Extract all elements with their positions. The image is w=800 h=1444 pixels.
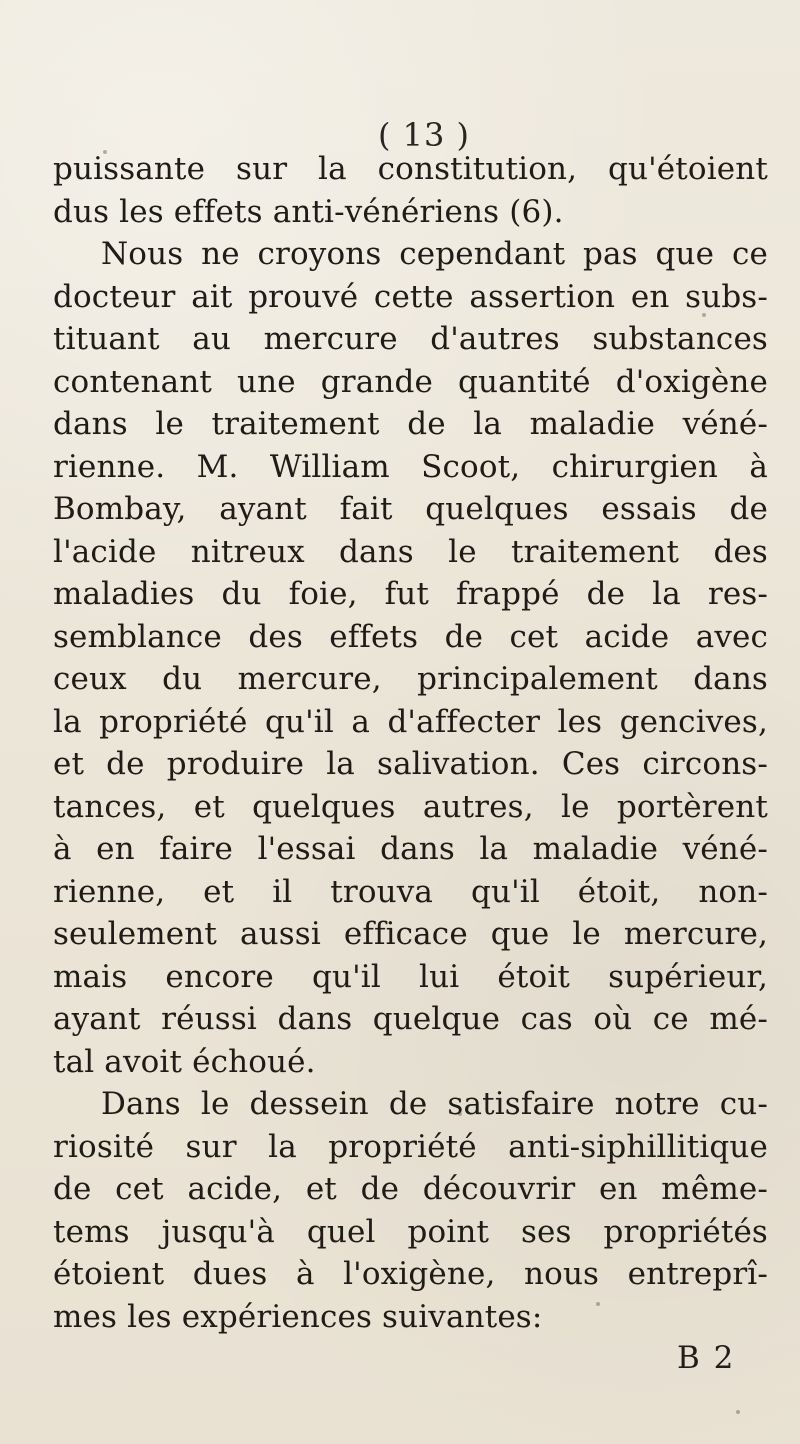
text-line: tances, et quelques autres, le portèrent — [53, 788, 768, 825]
page-number: ( 13 ) — [378, 116, 471, 154]
ink-speck — [458, 1112, 462, 1116]
text-line: riosité sur la propriété anti-siphillitique — [53, 1128, 768, 1165]
text-line: tituant au mercure d'autres substances — [53, 321, 768, 357]
ink-speck — [596, 1302, 600, 1306]
ink-speck — [103, 150, 107, 154]
text-line: maladies du foie, fut frappé de la res- — [53, 576, 768, 612]
text-line: rienne, et il trouva qu'il étoit, non- — [53, 873, 768, 910]
text-line: puissante sur la constitution, qu'étoient — [53, 151, 768, 187]
text-line: tal avoit échoué. — [53, 1043, 316, 1080]
text-line: étoient dues à l'oxigène, nous entreprî- — [53, 1256, 768, 1292]
text-line: dans le traitement de la maladie véné- — [53, 406, 768, 442]
body-text — [53, 148, 768, 1338]
signature-mark: B 2 — [677, 1340, 736, 1376]
text-line: ceux du mercure, principalement dans — [53, 661, 768, 697]
text-line: de cet acide, et de découvrir en même- — [53, 1171, 768, 1207]
text-line: dus les effets anti-vénériens (6). — [53, 193, 564, 230]
text-line: Dans le dessein de satisfaire notre cu- — [101, 1086, 768, 1122]
text-line: mais encore qu'il lui étoit supérieur, — [53, 958, 768, 995]
text-line: rienne. M. William Scoot, chirurgien à — [53, 448, 768, 485]
text-line: Nous ne croyons cependant pas que ce — [101, 236, 768, 272]
text-line: mes les expériences suivantes: — [53, 1298, 543, 1335]
text-line: docteur ait prouvé cette assertion en subs- — [53, 278, 768, 315]
text-line: tems jusqu'à quel point ses propriétés — [53, 1213, 768, 1250]
ink-speck — [736, 1410, 740, 1414]
text-line: Bombay, ayant fait quelques essais de — [53, 491, 768, 527]
text-line: seulement aussi efficace que le mercure, — [53, 916, 768, 952]
text-line: l'acide nitreux dans le traitement des — [53, 533, 768, 570]
text-line: contenant une grande quantité d'oxigène — [53, 363, 768, 400]
text-line: ayant réussi dans quelque cas où ce mé- — [53, 1001, 768, 1037]
text-line: la propriété qu'il a d'affecter les gencives, — [53, 703, 768, 740]
text-line: à en faire l'essai dans la maladie véné- — [53, 831, 768, 867]
text-line: et de produire la salivation. Ces circons- — [53, 746, 768, 782]
ink-speck — [702, 313, 706, 317]
text-line: semblance des effets de cet acide avec — [53, 618, 768, 655]
